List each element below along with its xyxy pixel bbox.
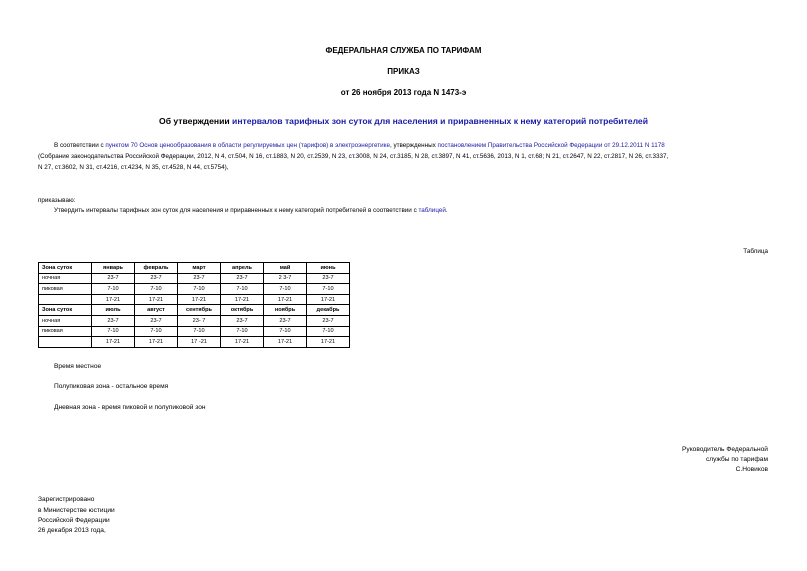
month-header-cell: январь [92,263,135,274]
value-cell: 23-7 [221,315,264,326]
zone-cell: ночная [39,273,92,284]
value-cell: 7-10 [135,326,178,337]
value-cell: 17-21 [92,294,135,305]
order-text [54,206,448,217]
value-cell: 23-7 [264,315,307,326]
table-row [39,294,350,305]
preamble-line-2: (Собрание законодательства Российской Федерации, 2012, N 4, ст.504, N 16, ст.1883, N 20, ст.2539, N 23, ст.3008, N 24, ст.3185, N 28, ст.3897, N 41, ст.5636, 2013, N 1, ст.68; N 21, ст.2647, N 22, ст.2817, N 26, ст.3337, [38,153,669,160]
note-day-zone: Дневная зона - время пиковой и полупиковой зон [54,404,206,411]
document-title [0,116,807,126]
value-cell: 17-21 [307,294,350,305]
order-word: приказываю: [38,197,76,204]
value-cell: 23-7 [135,273,178,284]
registration-line-3: Российской Федерации [38,517,110,524]
month-header-cell: май [264,263,307,274]
table-header-row [39,263,350,274]
registration-line-4: 26 декабря 2013 года, [38,527,106,534]
preamble-text-2: , утвержденных [389,142,438,149]
preamble-text-1: В соответствии с [54,142,106,149]
registration-line-1: Зарегистрировано [38,496,95,503]
value-cell: 23-7 [307,273,350,284]
preamble-link-postanovlenie[interactable]: постановлением Правительства Российской Федерации от 29.12.2011 N 1178 [437,142,665,149]
signature-name: С.Новиков [735,466,768,473]
preamble-line-3: N 27, ст.3602, N 31, ст.4216, ст.4234, N 35, ст.4528, N 44, ст.5754), [38,164,229,171]
table-row [39,315,350,326]
zone-header-cell: Зона суток [39,263,92,274]
zone-cell [39,294,92,305]
month-header-cell: сентябрь [178,305,221,316]
value-cell: 7-10 [135,284,178,295]
signature-position-1: Руководитель Федеральной [682,446,768,453]
value-cell: 17-21 [221,337,264,348]
preamble-link-osnovy[interactable]: пунктом 70 Основ ценообразования в области регулируемых цен (тарифов) в электроэнергетике [105,142,390,149]
value-cell: 7-10 [307,326,350,337]
value-cell: 23-7 [92,315,135,326]
order-text-end: . [445,207,448,214]
zone-cell: пиковая [39,326,92,337]
note-local-time: Время местное [54,363,102,370]
month-header-cell: апрель [221,263,264,274]
value-cell: 23-7 [92,273,135,284]
month-header-cell: август [135,305,178,316]
value-cell: 17-21 [135,337,178,348]
value-cell: 7-10 [221,284,264,295]
value-cell: 17-21 [178,294,221,305]
value-cell: 7-10 [307,284,350,295]
table-row [39,337,350,348]
value-cell: 17-21 [92,337,135,348]
table-caption: Таблица [743,248,768,255]
value-cell: 7-10 [178,326,221,337]
month-header-cell: июнь [307,263,350,274]
document-date-number: от 26 ноября 2013 года N 1473-э [340,88,467,97]
zone-cell: пиковая [39,284,92,295]
value-cell: 23-7 [178,273,221,284]
value-cell: 23-7 [221,273,264,284]
document-type: ПРИКАЗ [387,67,420,76]
table-header-row [39,305,350,316]
registration-line-2: в Министерстве юстиции [38,507,115,514]
tariff-zones-table [38,262,350,348]
table-row [39,273,350,284]
note-half-peak: Полупиковая зона - остальное время [54,383,169,390]
table-row [39,326,350,337]
zone-cell [39,337,92,348]
value-cell: 2 3-7 [264,273,307,284]
value-cell: 17-21 [264,337,307,348]
zone-cell: ночная [39,315,92,326]
agency-name: ФЕДЕРАЛЬНАЯ СЛУЖБА ПО ТАРИФАМ [325,46,482,55]
value-cell: 23-7 [135,315,178,326]
month-header-cell: март [178,263,221,274]
title-prefix: Об утверждении [159,116,233,126]
value-cell: 7-10 [264,326,307,337]
month-header-cell: июль [92,305,135,316]
month-header-cell: ноябрь [264,305,307,316]
value-cell: 7-10 [264,284,307,295]
value-cell: 17 -21 [178,337,221,348]
value-cell: 17-21 [264,294,307,305]
month-header-cell: февраль [135,263,178,274]
month-header-cell: октябрь [221,305,264,316]
order-text-body: Утвердить интервалы тарифных зон суток для населения и приравненных к нему категорий потребителей в соответствии с [54,207,419,214]
value-cell: 7-10 [178,284,221,295]
value-cell: 17-21 [221,294,264,305]
value-cell: 17-21 [307,337,350,348]
zone-header-cell: Зона суток [39,305,92,316]
preamble-line-1 [54,141,665,152]
value-cell: 7-10 [92,326,135,337]
order-table-link[interactable]: таблицей [418,207,446,214]
month-header-cell: декабрь [307,305,350,316]
value-cell: 7-10 [92,284,135,295]
signature-position-2: службы по тарифам [705,456,768,463]
title-link[interactable]: интервалов тарифных зон суток для населения и приравненных к нему категорий потребителей [232,116,648,126]
value-cell: 23-7 [307,315,350,326]
value-cell: 17-21 [135,294,178,305]
table-row [39,284,350,295]
value-cell: 23- 7 [178,315,221,326]
value-cell: 7-10 [221,326,264,337]
